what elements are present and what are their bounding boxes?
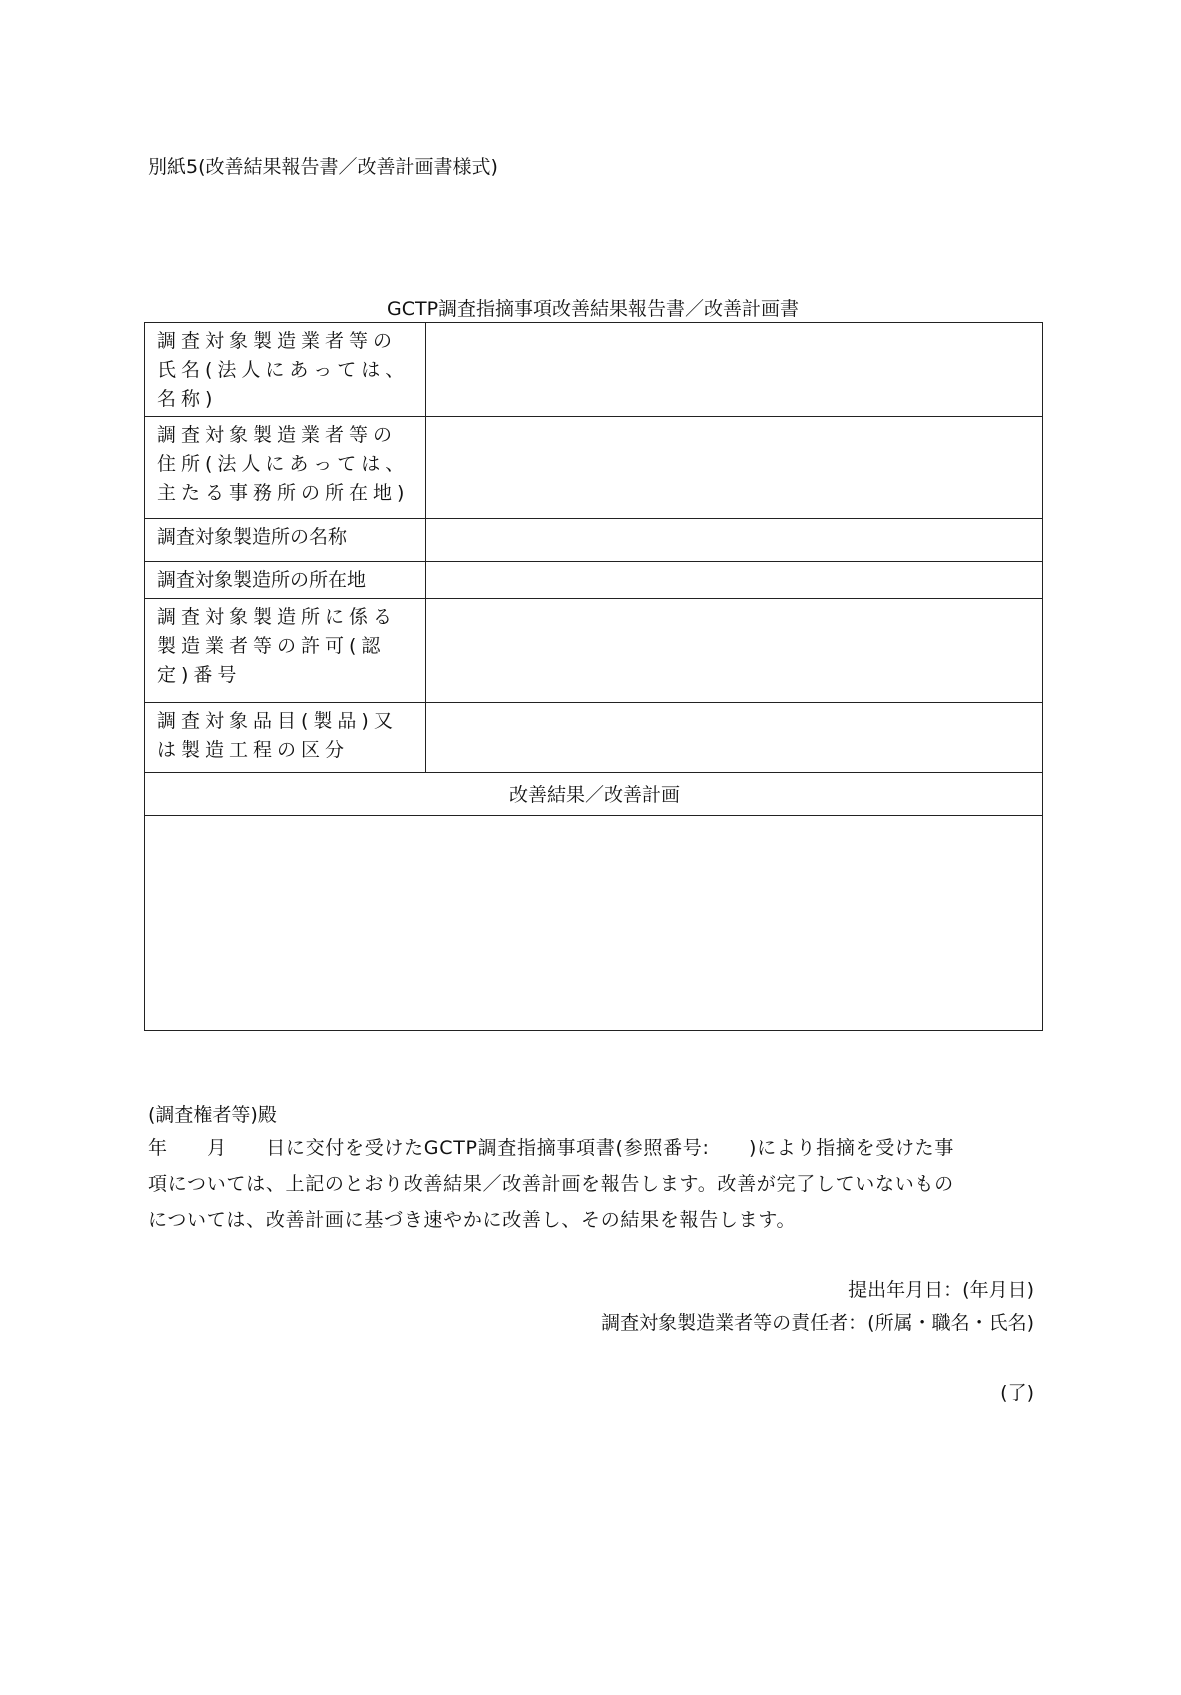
paragraph-line: 年 月 日に交付を受けたGCTP調査指摘事項書(参照番号: )により指摘を受けた事 (148, 1137, 955, 1159)
table-row (145, 773, 1043, 816)
improvement-content-field[interactable] (145, 816, 1043, 1031)
report-form-table (144, 322, 1043, 1031)
row-label-manufacturer-address: 調査対象製造業者等の住所(法人にあっては、主たる事務所の所在地) (145, 417, 426, 519)
table-row (145, 417, 1043, 519)
row-label-license-number: 調査対象製造所に係る製造業者等の許可(認定)番号 (145, 599, 426, 703)
manufacturer-address-field[interactable] (426, 417, 1043, 519)
row-label-facility-address: 調査対象製造所の所在地 (145, 562, 426, 599)
row-label-manufacturer-name: 調査対象製造業者等の氏名(法人にあっては、名称) (145, 323, 426, 417)
row-label-product-category: 調査対象品目(製品)又は製造工程の区分 (145, 703, 426, 773)
facility-name-field[interactable] (426, 519, 1043, 562)
table-row (145, 816, 1043, 1031)
manufacturer-name-field[interactable] (426, 323, 1043, 417)
license-number-field[interactable] (426, 599, 1043, 703)
annex-label: 別紙5(改善結果報告書／改善計画書様式) (148, 156, 498, 178)
form-title: GCTP調査指摘事項改善結果報告書／改善計画書 (386, 298, 800, 320)
paragraph-line: 項については、上記のとおり改善結果／改善計画を報告します。改善が完了していないもの (148, 1173, 954, 1195)
table-row (145, 323, 1043, 417)
row-label-facility-name: 調査対象製造所の名称 (145, 519, 426, 562)
facility-address-field[interactable] (426, 562, 1043, 599)
submission-date: 提出年月日：(年月日) (848, 1279, 1034, 1301)
table-row (145, 562, 1043, 599)
addressee: (調査権者等)殿 (148, 1104, 277, 1126)
responsible-person: 調査対象製造業者等の責任者：(所属・職名・氏名) (601, 1312, 1034, 1334)
table-row (145, 703, 1043, 773)
paragraph-line: については、改善計画に基づき速やかに改善し、その結果を報告します。 (148, 1209, 797, 1231)
product-category-field[interactable] (426, 703, 1043, 773)
table-row (145, 599, 1043, 703)
end-mark: (了) (1000, 1382, 1034, 1404)
table-row (145, 519, 1043, 562)
section-header: 改善結果／改善計画 (145, 773, 1043, 816)
